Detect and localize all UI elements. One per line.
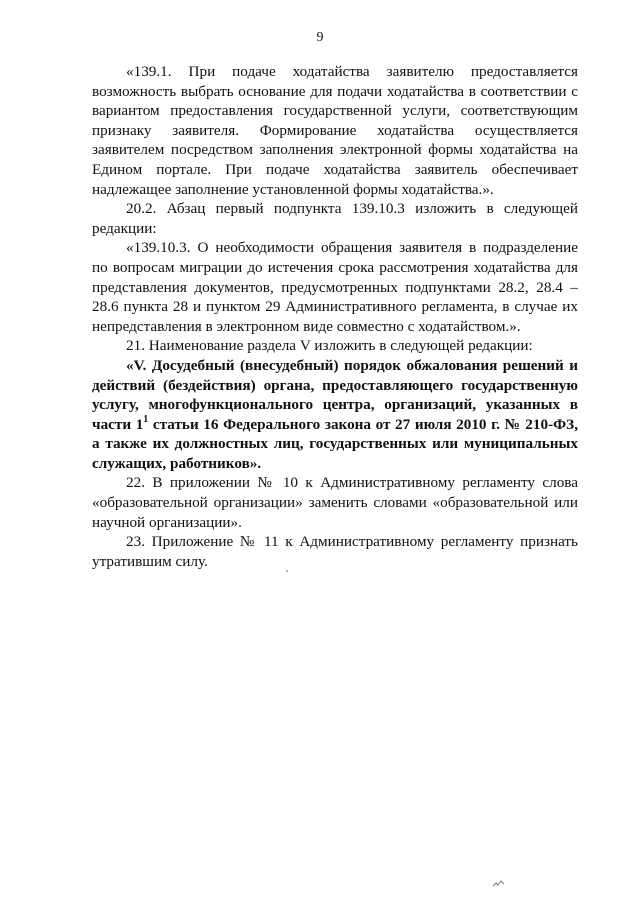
page-number: 9 [316,30,324,45]
section-v-title-superscript: 1 [143,413,149,425]
scan-speck [286,570,288,572]
scan-artifact-mark [492,878,506,888]
section-v-title [92,356,578,474]
paragraph-139-1: «139.1. При подаче ходатайства заявителю предоставляется возможность выбрать основание для подачи ходатайства в соответствии с вариантом предоставления государственной услуги, соответствующим признаку заявителя. Формирование ходатайства осуществляется заявителем посредством заполнения электронной формы ходатайства на Едином портале. При подаче ходатайства заявитель обеспечивает надлежащее заполнение установленной формы ходатайства.». [92,63,578,198]
document-body [92,62,578,571]
section-v-title-part2: статьи 16 Федерального закона от 27 июля 2010 г. № 210-ФЗ, а также их должностных лиц, государственных или муниципальных служащих, работников». [92,415,578,472]
paragraph-21: 21. Наименование раздела V изложить в следующей редакции: [126,337,533,355]
paragraph-20-2: 20.2. Абзац первый подпункта 139.10.3 изложить в следующей редакции: [92,200,578,237]
section-v-title-part1: «V. Досудебный (внесудебный) порядок обжалования решений и действий (бездействия) органа, предоставляющего государственную услугу, многофункционального центра, организаций, указанных в части 1 [92,356,578,433]
paragraph-22: 22. В приложении № 10 к Административному регламенту слова «образовательной организации» заменить словами «образовательной или научной организации». [92,474,578,531]
paragraph-23: 23. Приложение № 11 к Административному регламенту признать утратившим силу. [92,533,578,570]
paragraph-139-10-3: «139.10.3. О необходимости обращения заявителя в подразделение по вопросам миграции до истечения срока рассмотрения ходатайства для представления документов, предусмотренных подпунктами 28.2, 28.4 – 28.6 пункта 28 и пунктом 29 Административного регламента, в случае их непредставления в электронном виде совместно с ходатайством.». [92,239,578,335]
